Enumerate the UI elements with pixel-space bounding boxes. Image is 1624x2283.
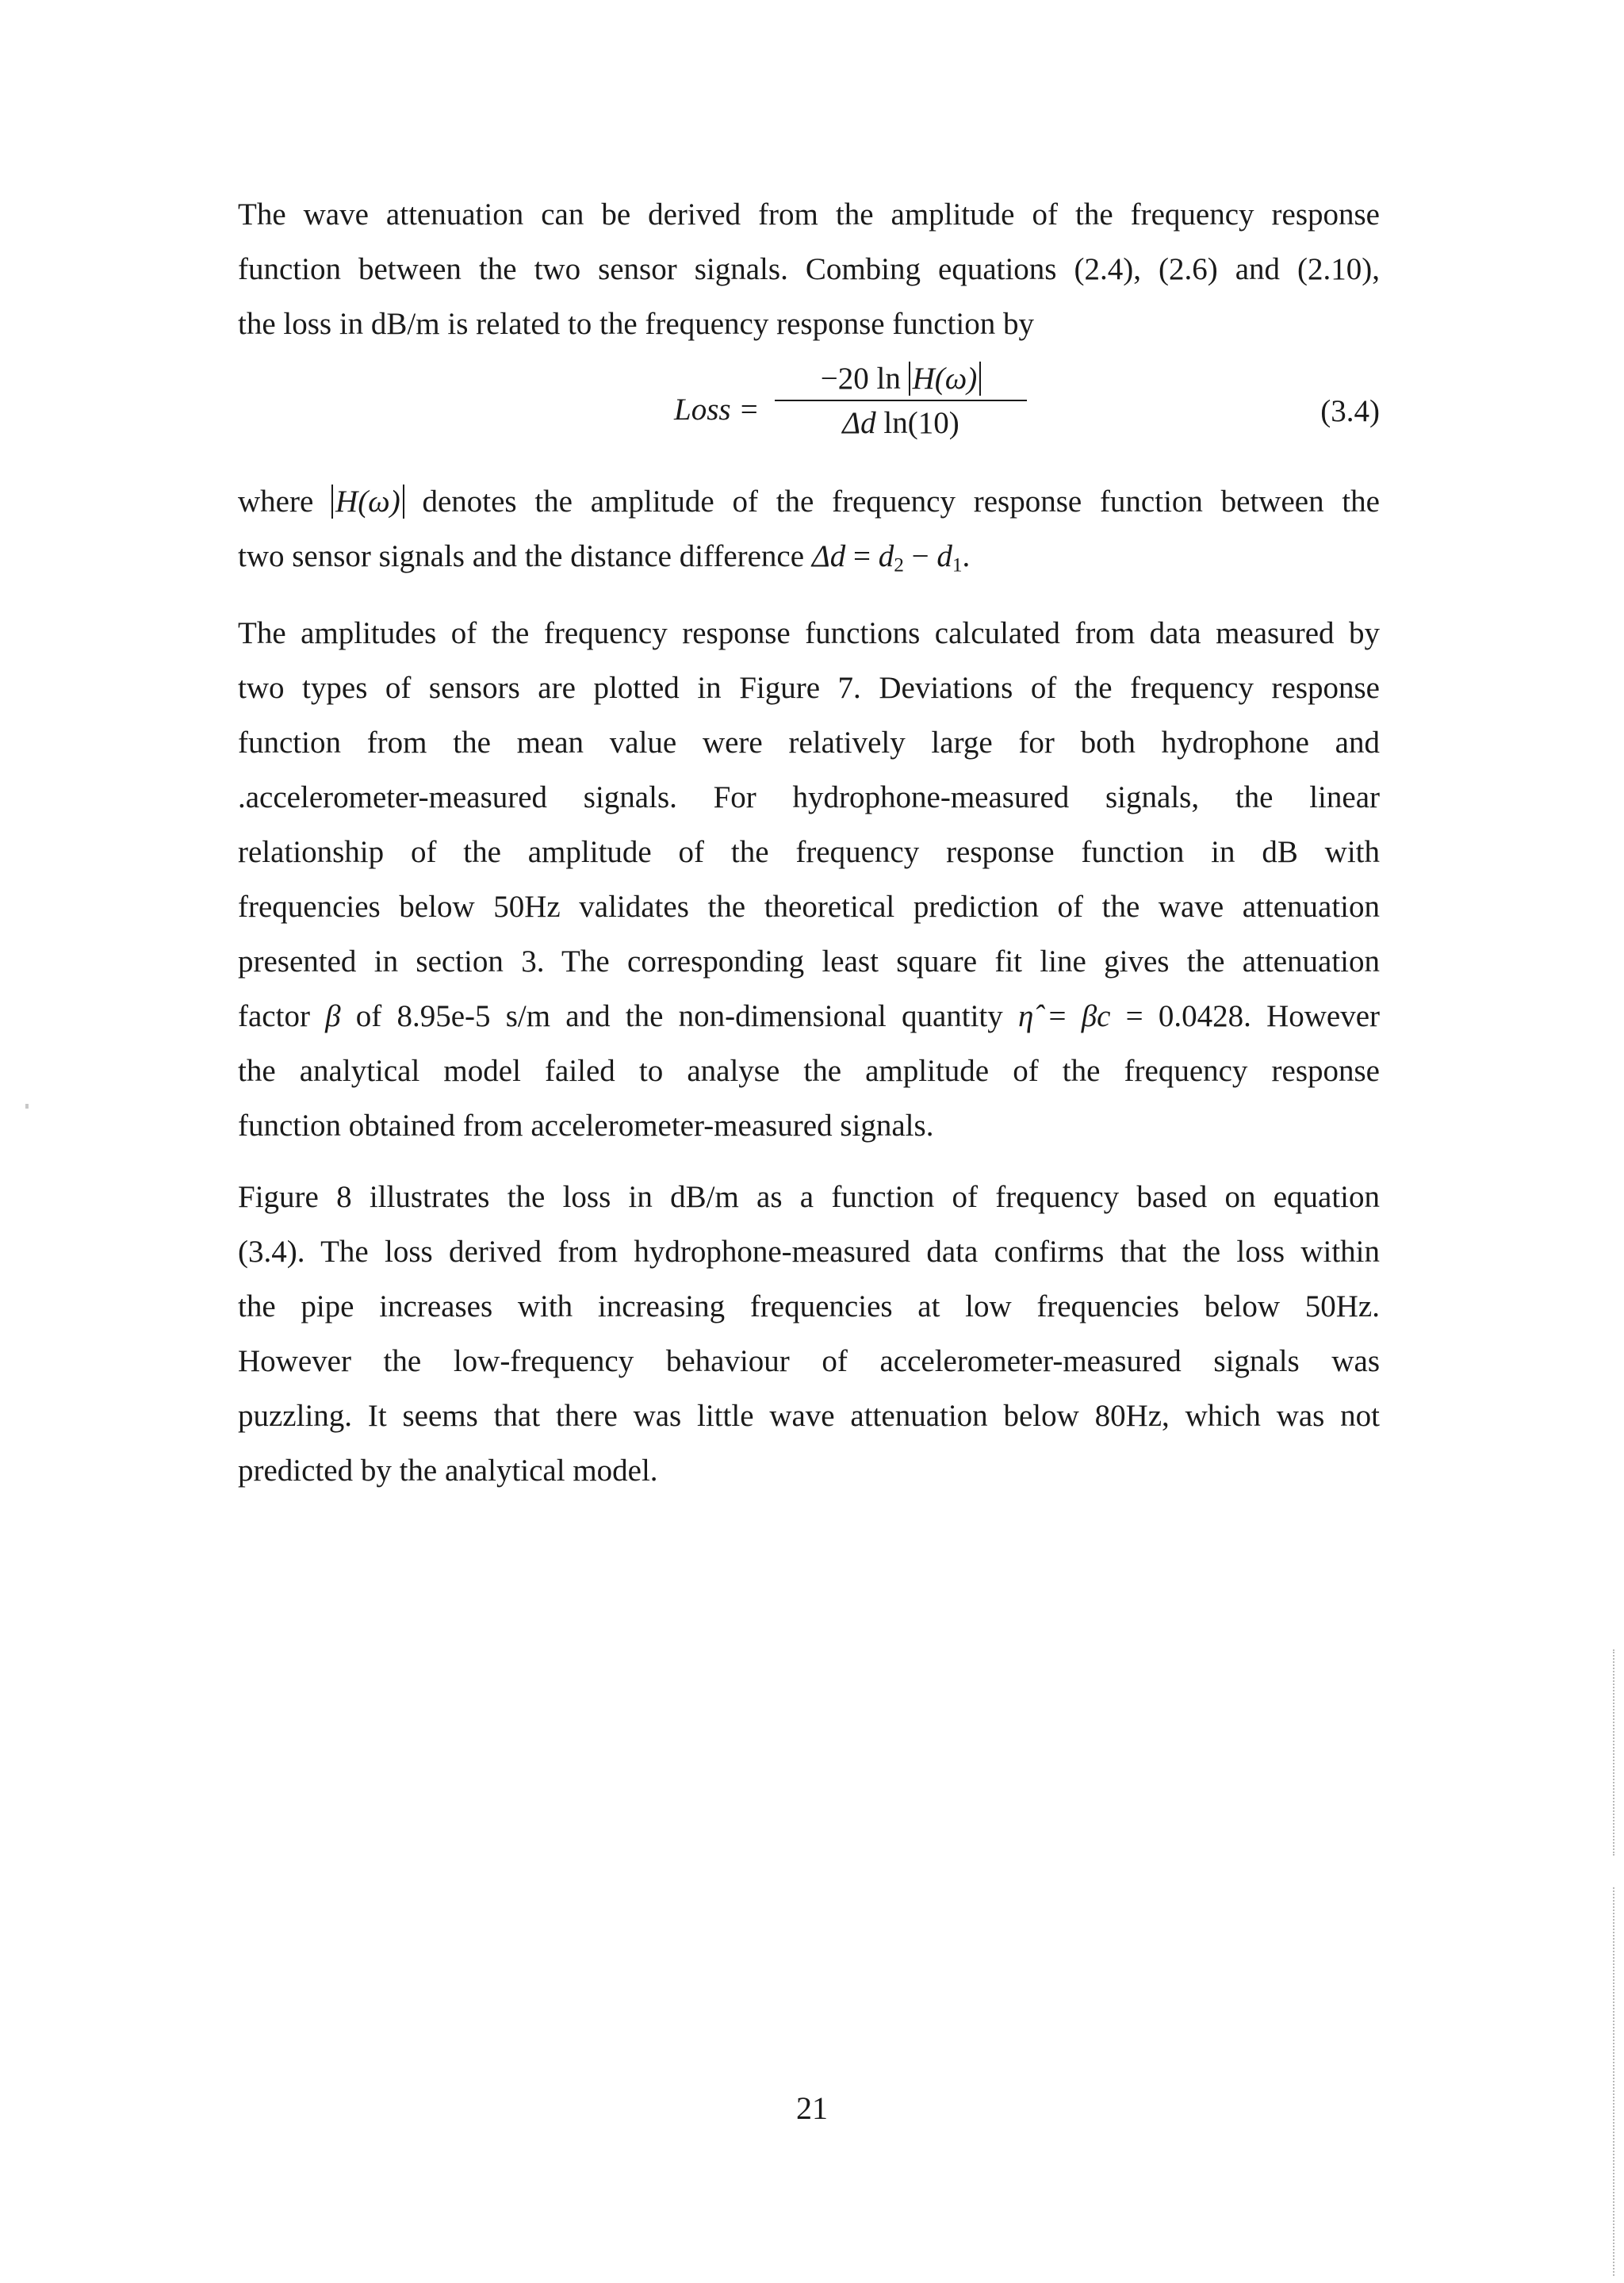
d-symbol: d [936,539,952,573]
text-fragment: of 8.95e-5 s/m and the non-dimensional quantity [340,999,1018,1033]
delta-d: Δd [811,539,846,573]
beta-symbol: β [325,999,341,1033]
numerator-prefix: −20 ln [820,362,909,396]
paragraph-amplitudes [238,606,1380,1153]
equation-fraction [775,358,1027,442]
text-line: presented in section 3. The corresponding least square fit line gives the attenuation [238,944,1380,979]
text-fragment: = [845,539,879,573]
text-line [238,529,1380,592]
h-omega: H(ω) [335,485,400,519]
scan-edge-dots [1613,1887,1616,2276]
page-number: 21 [796,2090,828,2126]
equation-3-4 [674,358,1388,454]
text-line [238,474,1380,529]
text-fragment: factor [238,999,326,1033]
equation-numerator [775,358,1027,401]
text-fragment: . [962,539,971,573]
text-line: Figure 8 illustrates the loss in dB/m as a function of frequency based on equation [238,1180,1380,1214]
text-line: frequencies below 50Hz validates the theoretical prediction of the wave attenuation [238,890,1380,924]
equation-lhs: Loss = [674,393,760,427]
equation-denominator [775,401,1027,442]
text-line: However the low-frequency behaviour of accelerometer-measured signals was [238,1344,1380,1378]
subscript: 1 [952,554,963,576]
delta-d: Δd [842,406,876,440]
text-fragment: denotes the amplitude of the frequency response function between the [404,485,1380,519]
h-omega: H(ω) [912,362,978,396]
text-line: relationship of the amplitude of the frequency response function in dB with [238,835,1380,869]
paragraph-where [238,474,1380,592]
text-line: puzzling. It seems that there was little wave attenuation below 80Hz, which was not [238,1399,1380,1433]
text-line: (3.4). The loss derived from hydrophone-measured data confirms that the loss within [238,1235,1380,1269]
paragraph-intro [238,187,1380,351]
denominator-rest: ln(10) [875,406,959,440]
text-line: .accelerometer-measured signals. For hydrophone-measured signals, the linear [238,780,1380,814]
text-line: function between the two sensor signals. Combing equations (2.4), (2.6) and (2.10), [238,252,1380,286]
text-line [238,989,1380,1044]
text-line: the loss in dB/m is related to the frequency response function by [238,307,1035,341]
text-line: The wave attenuation can be derived from the amplitude of the frequency response [238,197,1380,232]
eta-hat-symbol: η̂ [1017,999,1034,1033]
abs-h-omega [909,362,982,396]
text-fragment: where [238,485,332,519]
text-line: two types of sensors are plotted in Figure 7. Deviations of the frequency response [238,671,1380,705]
scan-edge-dots [1613,1649,1616,1856]
text-line: function from the mean value were relatively large for both hydrophone and [238,726,1380,760]
text-line: function obtained from accelerometer-measured signals. [238,1109,934,1143]
text-line: The amplitudes of the frequency response functions calculated from data measured by [238,616,1380,650]
text-line: the pipe increases with increasing frequencies at low frequencies below 50Hz. [238,1289,1380,1323]
text-fragment: − [903,539,937,573]
text-line: the analytical model failed to analyse the amplitude of the frequency response [238,1054,1380,1088]
scan-speck [25,1104,29,1109]
equation-number: (3.4) [1320,394,1380,428]
d-symbol: d [878,539,894,573]
abs-h-omega [331,485,404,519]
beta-c-symbol: βc [1081,999,1111,1033]
text-fragment: = 0.0428. However [1110,999,1381,1033]
text-line: predicted by the analytical model. [238,1454,658,1488]
paragraph-figure8 [238,1170,1380,1498]
text-fragment: two sensor signals and the distance difference [238,539,812,573]
subscript: 2 [894,554,904,576]
text-fragment: = [1033,999,1082,1033]
